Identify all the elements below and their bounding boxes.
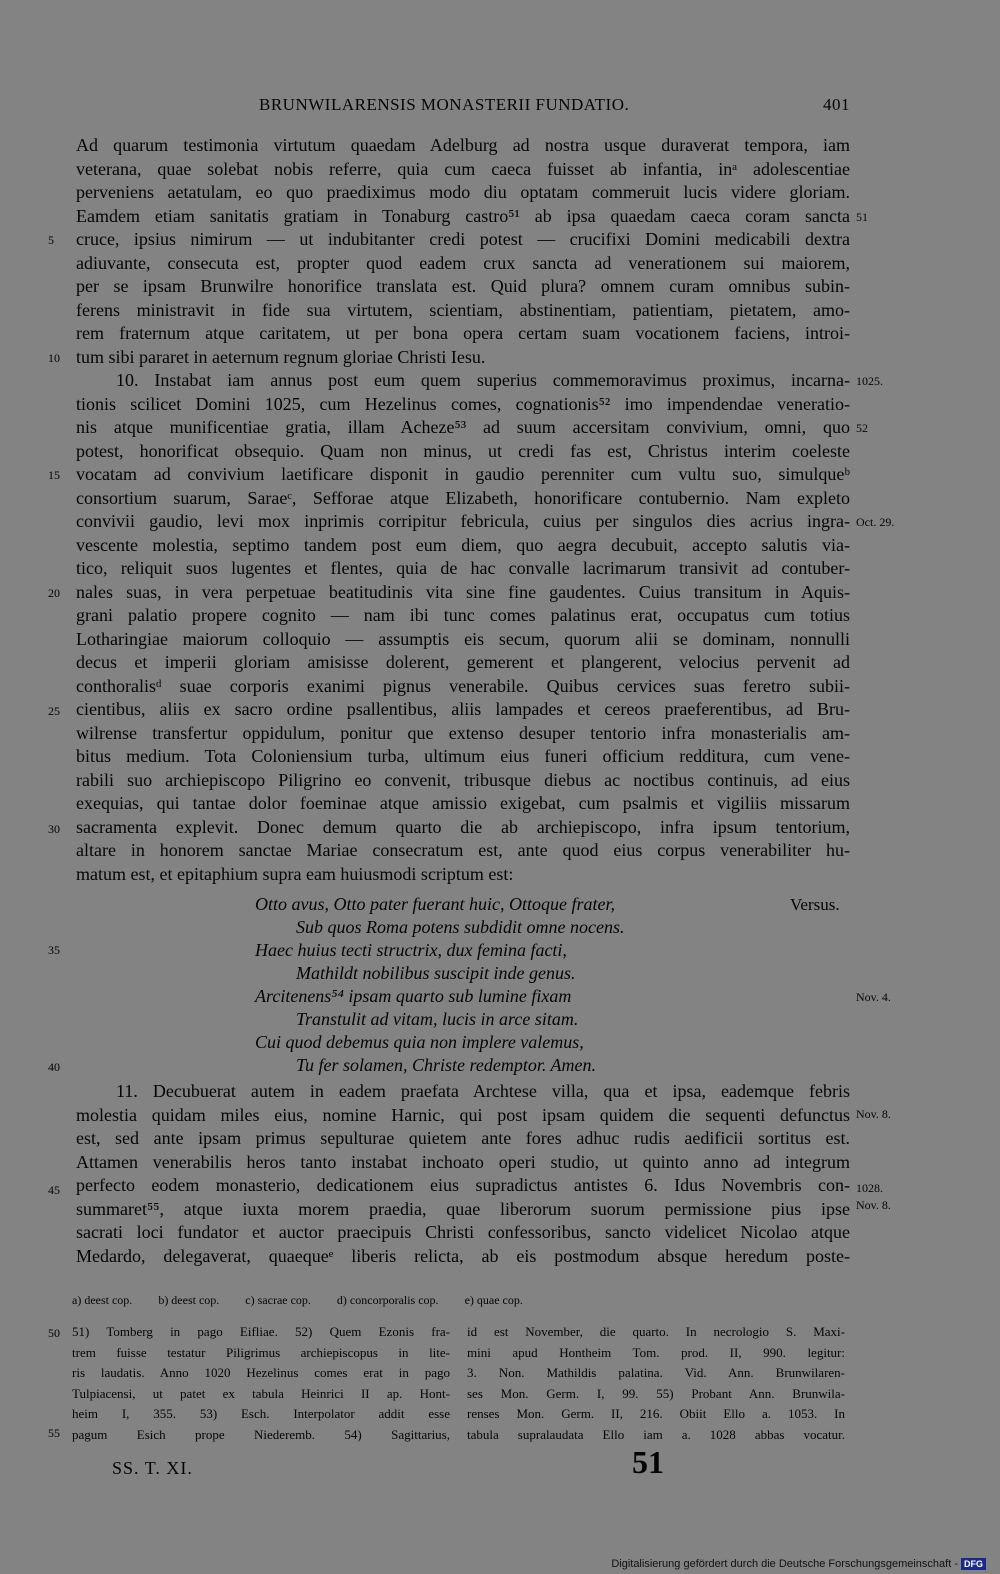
text-line: Ad quarum testimonia virtutum quaedam Adelburg ad nostra usque duraverat tempora, iam: [76, 135, 850, 155]
text-line: altare in honorem sanctae Mariae consecratum est, ante quod eius corpus venerabiliter hu-: [76, 840, 850, 860]
verse-line: Sub quos Roma potens subdidit omne nocens.: [296, 917, 625, 937]
margin-note: 52: [856, 421, 868, 435]
line-number: 30: [48, 822, 60, 836]
text-line: convivii gaudio, levi mox inprimis corripitur febricula, cuius per singulos dies acrius ingra-: [76, 511, 850, 531]
footnote-line: 3. Non. Mathildis palatina. Vid. Ann. Brunwilaren-: [467, 1365, 845, 1380]
footnote-line: Tulpiacensi, ut patet ex tabula Heinrici II ap. Hont-: [72, 1385, 450, 1401]
footnote-line: renses Mon. Germ. II, 216. Obiit Ello a. 1053. In: [467, 1406, 845, 1421]
margin-note: Oct. 29.: [856, 515, 895, 529]
text-line: 11. Decubuerat autem in eadem praefata Archtese villa, qua et ipsa, eademque febris: [116, 1081, 850, 1101]
text-line: decus et imperii gloriam amisisse dolerent, gemerent et plangerent, velocius pervenit ad: [76, 652, 850, 672]
text-line: consortium suarum, Saraeᶜ, Sefforae atque Elizabeth, honorificare contubernio. Nam expleto: [76, 487, 850, 508]
critical-note: e) quae cop.: [464, 1293, 523, 1307]
text-line: Lotharingiae maiorum colloquio — assumptis eis secum, quorum alii se dominam, nonnulli: [76, 628, 850, 649]
text-line: per se ipsam Brunwilre honorifice translata est. Quid plura? omnem curam omnibus subin-: [76, 276, 850, 296]
text-line: cruce, ipsius nimirum — ut indubitanter credi potest — crucifixi Domini medicabili dextra: [76, 229, 850, 249]
text-line: vescente molestia, septimo tandem post eum diem, quo aegra decubuit, accepto salutis via-: [76, 534, 850, 555]
text-line: perfecto eodem monasterio, dedicationem eius supradictus antistes 6. Idus Novembris con-: [76, 1175, 850, 1195]
text-line: est, sed ante ipsam primus sepulturae quietem ante fores adhuc rudis aedificii sortitus est.: [76, 1128, 850, 1148]
header-title: BRUNWILARENSIS MONASTERII FUNDATIO.: [259, 95, 630, 114]
line-number: 45: [48, 1183, 60, 1197]
page-number: 401: [823, 95, 850, 114]
margin-note: 1028.: [856, 1181, 883, 1195]
footnote-line: id est November, die quarto. In necrologio S. Maxi-: [467, 1324, 845, 1339]
verse-line: Haec huius tecti structrix, dux femina facti,: [255, 940, 567, 960]
margin-note: 1025.: [856, 374, 883, 388]
verse-line: Tu fer solamen, Christe redemptor. Amen.: [296, 1055, 596, 1075]
text-line: Medardo, delegaverat, quaequeᵉ liberis relicta, ab eis postmodum absque heredum poste-: [76, 1245, 850, 1266]
margin-note: Nov. 4.: [856, 990, 891, 1004]
footnote-line: ris laudatis. Anno 1020 Hezelinus comes erat in pago: [72, 1365, 450, 1380]
text-line: ferens ministravit in fide sua virtutem, scientiam, abstinentiam, patientiam, pietatem, amo-: [76, 299, 850, 320]
text-line: grani palatio propere cognito — nam ibi tunc comes palatinus erat, occupatus cum totius: [76, 605, 850, 625]
text-line: summaret⁵⁵, atque iuxta morem praedia, quae liberorum suorum permissione pius ipse: [76, 1198, 850, 1219]
margin-note: 51: [856, 210, 868, 224]
verse-line: Mathildt nobilibus suscipit inde genus.: [296, 963, 576, 983]
line-number: 50: [48, 1326, 60, 1340]
margin-note: Nov. 8.: [856, 1198, 891, 1212]
text-line: vocatam ad convivium laetificare disponit in gaudio perenniter cum vultu suo, simulqueᵇ: [76, 464, 850, 484]
verse-line: Arcitenens⁵⁴ ipsam quarto sub lumine fixam: [255, 986, 572, 1006]
critical-note: d) concorporalis cop.: [336, 1293, 439, 1307]
footnote-line: ses Mon. Germ. I, 99. 55) Probant Ann. Brunwila-: [467, 1385, 845, 1401]
critical-apparatus: [72, 1290, 772, 1310]
text-line: sacrati loci fundator et auctor praecipuis Christi confessoribus, sancto videlicet Nicolao atque: [76, 1222, 850, 1242]
text-line: wilrense transfertur oppidulum, ponitur que extenso desuper tentorio infra monasterialis am-: [76, 722, 850, 743]
verse-line: Transtulit ad vitam, lucis in arce sitam.: [296, 1009, 579, 1029]
text-line: rabili suo archiepiscopo Piligrino eo convenit, tribusque diebus ac noctibus continuis, ad eius: [76, 769, 850, 790]
text-line: nales suas, in vera perpetuae beatitudinis vita sine fine gaudentes. Cuius transitum in Aquis-: [76, 581, 850, 602]
critical-note: c) sacrae cop.: [245, 1293, 311, 1307]
critical-note: a) deest cop.: [72, 1293, 133, 1307]
signature-mark: SS. T. XI.: [112, 1458, 193, 1478]
margin-note: Nov. 8.: [856, 1107, 891, 1121]
text-line: potest, honorificat obsequio. Quam non minus, ut credi fas est, Christus interim coeleste: [76, 440, 850, 461]
text-line: nis atque munificentiae gratia, illam Acheze⁵³ ad suum accersitam convivium, omni, quo: [76, 417, 850, 437]
footnote-line: pagum Esich prope Niederemb. 54) Sagittarius,: [72, 1426, 450, 1442]
text-line: molestia quidam miles eius, nomine Harnic, qui post ipsam quidem die sequenti defunctus: [76, 1104, 850, 1125]
line-number: 20: [48, 586, 60, 600]
text-line: tionis scilicet Domini 1025, cum Hezelinus comes, cognationis⁵² imo impendendae veneratio-: [76, 393, 850, 414]
sheet-number: 51: [632, 1444, 664, 1480]
line-number: 35: [48, 943, 60, 957]
text-line: Attamen venerabilis heros tanto instabat inchoato operi studio, ut quinto anno ad integrum: [76, 1151, 850, 1172]
line-number: 10: [48, 351, 60, 365]
text-line: cientibus, aliis ex sacro ordine psallentibus, aliis lampades et cereos praeferentibus, ad Bru-: [76, 699, 850, 719]
text-line: 10. Instabat iam annus post eum quem superius commemoravimus proximus, incarna-: [116, 370, 850, 390]
text-line: adiuvante, consecuta est, propter quod eadem crux sancta ad venerationem sui maiorem,: [76, 252, 850, 273]
footnote-line: trem fuisse testatur Piligrimus archiepiscopus in lite-: [72, 1344, 450, 1360]
text-line: Eamdem etiam sanitatis gratiam in Tonaburg castro⁵¹ ab ipsa quaedam caeca coram sancta: [76, 205, 850, 226]
text-line: perveniens aetatulam, eo quo praediximus modo diu optatam commeruit lucis videre gloriam.: [76, 182, 850, 202]
text-line: bitus medium. Tota Coloniensium turba, ultimum eius funeri officium redditura, cum vene-: [76, 746, 850, 766]
footnote-line: tabula supralaudata Ello iam a. 1028 abbas vocatur.: [467, 1426, 845, 1442]
footnote-line: heim I, 355. 53) Esch. Interpolator addit esse: [72, 1406, 450, 1421]
digitization-credit: [611, 1558, 986, 1570]
text-line: exequias, qui tantae dolor foeminae atque amissio exigebat, cum psalmis et vigiliis missarum: [76, 793, 850, 813]
text-line: tum sibi pararet in aeternum regnum gloriae Christi Iesu.: [76, 346, 486, 367]
footnote-line: 51) Tomberg in pago Eifliae. 52) Quem Ezonis fra-: [72, 1324, 450, 1339]
verse-line: Cui quod debemus quia non implere valemus,: [255, 1032, 584, 1052]
running-header: [76, 95, 850, 119]
line-number: 15: [48, 468, 60, 482]
text-line: matum est, et epitaphium supra eam huiusmodi scriptum est:: [76, 863, 514, 884]
dfg-logo: DFG: [961, 1558, 986, 1570]
footnote-line: mini apud Hontheim Tom. prod. II, 990. legitur:: [467, 1344, 845, 1360]
digitization-text: Digitalisierung gefördert durch die Deutsche Forschungsgemeinschaft -: [611, 1558, 958, 1570]
line-number: 25: [48, 704, 60, 718]
verse-line: Otto avus, Otto pater fuerant huic, Ottoque frater,: [255, 894, 615, 914]
line-number: 40: [48, 1060, 60, 1074]
critical-note: b) deest cop.: [158, 1293, 220, 1307]
text-line: sacramenta explevit. Donec demum quarto die ab archiepiscopo, infra ipsum tentorium,: [76, 816, 850, 837]
verse-label: Versus.: [790, 895, 840, 914]
line-number: 55: [48, 1426, 60, 1440]
text-line: conthoralisᵈ suae corporis exanimi pignus venerabile. Quibus cervices suas feretro subii-: [76, 675, 850, 696]
line-number: 5: [48, 233, 54, 247]
text-line: tico, reliquit suos lugentes et flentes, quia de hac convalle lacrimarum transivit ad contuber-: [76, 558, 850, 578]
text-line: veterana, quae solebat nobis referre, quia cum caeca fuisset ab infantia, inᵃ adolescentiae: [76, 158, 850, 179]
text-line: rem fraternum atque caritatem, ut per bona opera certam suam vocationem faciens, introi-: [76, 323, 850, 343]
